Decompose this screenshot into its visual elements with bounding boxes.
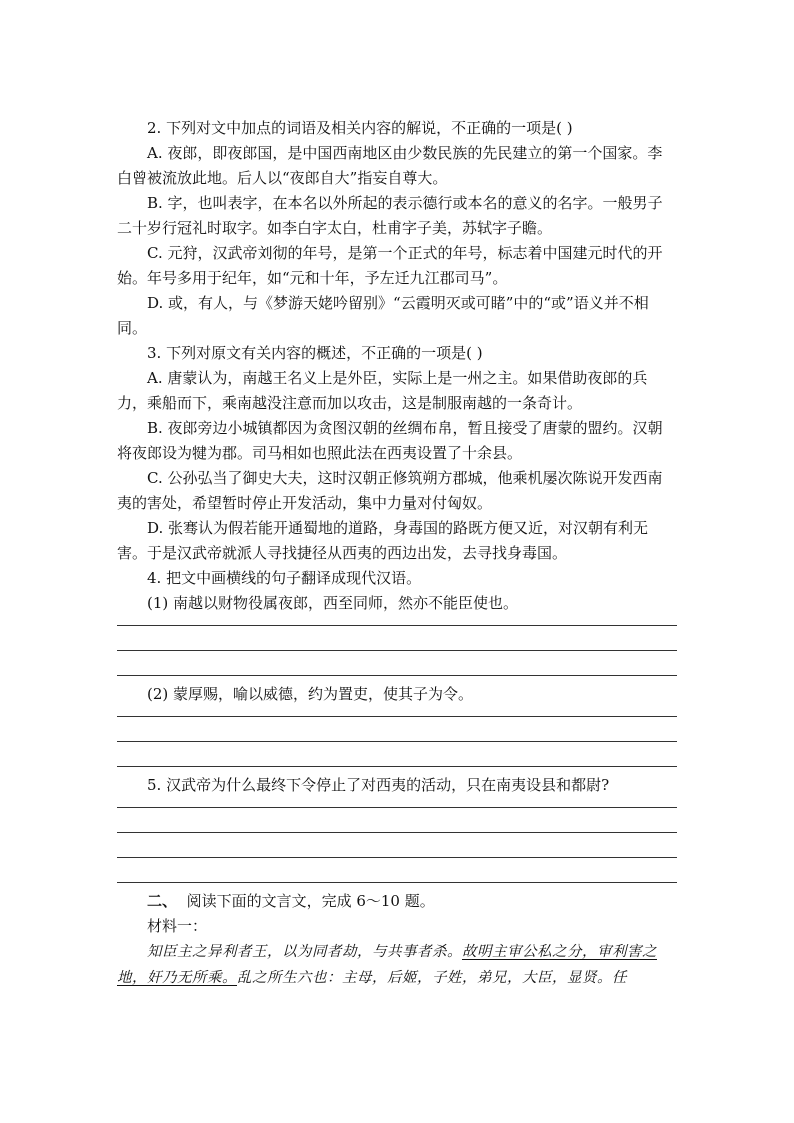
- answer-line[interactable]: [117, 716, 677, 717]
- answer-lines-4-2[interactable]: [117, 716, 677, 767]
- question-4-stem: 4. 把文中画横线的句子翻译成现代汉语。: [147, 569, 422, 587]
- question-3-option-a: A. 唐蒙认为，南越王名义上是外臣，实际上是一州之主。如果借助夜郎的兵力，乘船而下，乘南越没注意而加以攻击，这是制服南越的一条奇计。: [117, 369, 648, 412]
- answer-line[interactable]: [117, 857, 677, 858]
- answer-line[interactable]: [117, 650, 677, 651]
- material-1-rest: 乱之所生六也：主母，后姬，子姓，弟兄，大臣，显贤。任: [237, 970, 627, 986]
- question-2-stem: 2. 下列对文中加点的词语及相关内容的解说，不正确的一项是( ): [147, 119, 573, 137]
- question-2-option-c: C. 元狩，汉武帝刘彻的年号，是第一个正式的年号，标志着中国建元时代的开始。年号多用于纪年，如“元和十年，予左迁九江郡司马”。: [117, 244, 663, 287]
- section-2-heading: [117, 889, 677, 914]
- question-4-sentence-2: (2) 蒙厚赐，喻以威德，约为置吏，使其子为令。: [147, 685, 474, 703]
- material-1-plain: 知臣主之异利者王，以为同者劫，与共事者杀。: [147, 944, 462, 960]
- material-1-underlined: 故明主审公私之分，审利害之地，奸乃无所乘。: [117, 944, 657, 986]
- question-2-option-b: B. 字，也叫表字，在本名以外所起的表示德行或本名的意义的名字。一般男子二十岁行冠礼时取字。如李白字太白，杜甫字子美，苏轼字子瞻。: [117, 194, 663, 237]
- question-3-stem: 3. 下列对原文有关内容的概述，不正确的一项是( ): [147, 344, 483, 362]
- question-5-stem: 5. 汉武帝为什么最终下令停止了对西夷的活动，只在南夷设县和都尉?: [147, 776, 610, 794]
- question-2-option-a: A. 夜郎，即夜郎国，是中国西南地区由少数民族的先民建立的第一个国家。李白曾被流放此地。后人以“夜郎自大”指妄自尊大。: [117, 144, 663, 187]
- answer-line[interactable]: [117, 807, 677, 808]
- material-1-text: [117, 939, 677, 991]
- answer-line[interactable]: [117, 625, 677, 626]
- material-1-label: 材料一：: [147, 917, 208, 935]
- section-2-text: 阅读下面的文言文，完成 6～10 题。: [186, 892, 435, 910]
- page-content: [117, 116, 677, 991]
- question-2-option-d: D. 或，有人，与《梦游天姥吟留别》“云霞明灭或可睹”中的“或”语义并不相同。: [117, 294, 649, 337]
- answer-line[interactable]: [117, 741, 677, 742]
- answer-line[interactable]: [117, 832, 677, 833]
- answer-lines-5[interactable]: [117, 807, 677, 883]
- question-3-option-c: C. 公孙弘当了御史大夫，这时汉朝正修筑朔方郡城，他乘机屡次陈说开发西南夷的害处，希望暂时停止开发活动，集中力量对付匈奴。: [117, 469, 663, 512]
- question-3-option-d: D. 张骞认为假若能开通蜀地的道路，身毒国的路既方便又近，对汉朝有利无害。于是汉武帝就派人寻找捷径从西夷的西边出发，去寻找身毒国。: [117, 519, 649, 562]
- section-2-label: 二、: [147, 892, 178, 910]
- question-4-sentence-1: (1) 南越以财物役属夜郎，西至同师，然亦不能臣使也。: [147, 594, 519, 612]
- answer-lines-4-1[interactable]: [117, 625, 677, 676]
- question-3-option-b: B. 夜郎旁边小城镇都因为贪图汉朝的丝绸布帛，暂且接受了唐蒙的盟约。汉朝将夜郎设为犍为郡。司马相如也照此法在西夷设置了十余县。: [117, 419, 663, 462]
